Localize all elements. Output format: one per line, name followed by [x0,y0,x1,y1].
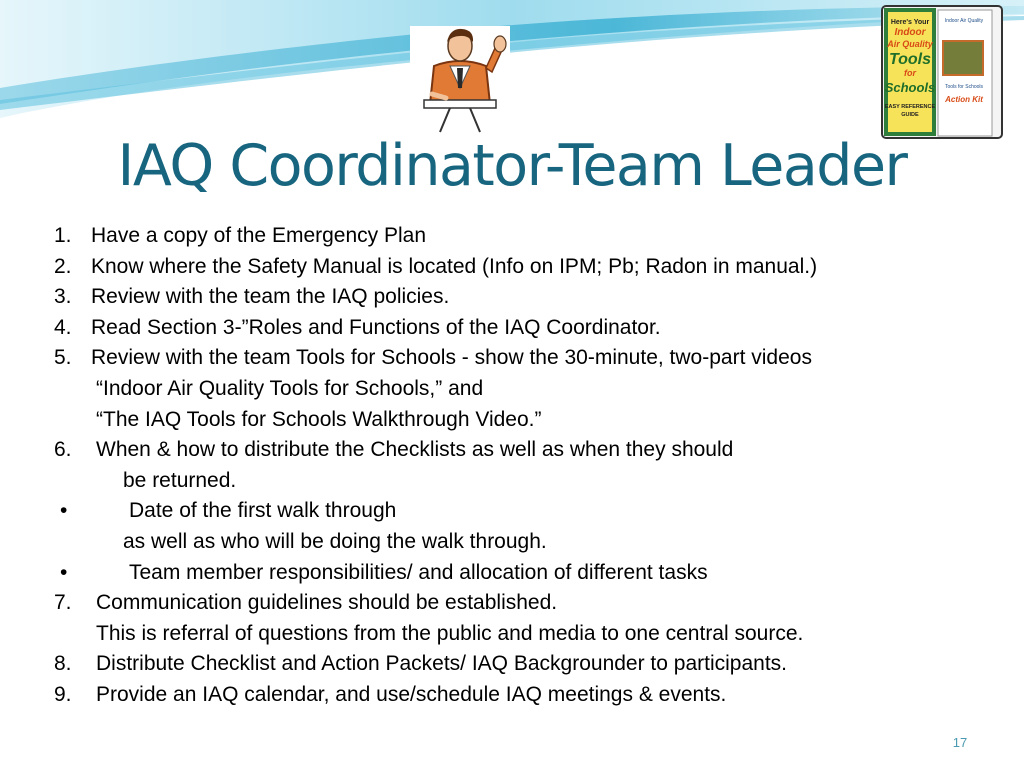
list-item [54,619,1014,650]
item-marker: 7. [54,591,72,615]
spine-line-3: Action Kit [945,95,983,104]
list-item [54,405,1014,436]
item-marker: 2. [54,254,72,278]
book-line-3: Air Quality [887,39,933,49]
item-text: Communication guidelines should be established. [96,591,558,615]
spine-line-2: Tools for Schools [944,84,984,90]
item-marker: 3. [54,285,72,309]
list-item [54,527,1014,558]
list-item [54,558,1014,589]
list-item [54,282,1014,313]
list-item [54,680,1014,711]
item-marker: 6. [54,438,72,462]
item-text: Review with the team the IAQ policies. [91,285,450,309]
bullet-marker: • [60,560,68,584]
list-item [54,496,1014,527]
body-list [54,221,1014,711]
book-line-7: EASY REFERENCE [884,104,936,110]
list-item [54,588,1014,619]
book-line-2: Indoor [894,27,926,38]
list-item [54,466,1014,497]
item-text: Review with the team Tools for Schools - show the 30-minute, two-part videos [91,346,812,370]
spine-line-1: Indoor Air Quality [944,18,984,24]
book-line-8: GUIDE [901,112,919,118]
item-text: Team member responsibilities/ and allocation of different tasks [129,560,708,584]
item-text: Read Section 3-”Roles and Functions of the IAQ Coordinator. [91,315,661,339]
slide-number: 17 [952,735,968,750]
book-line-1: Here's Your [890,19,930,26]
item-marker: 8. [54,652,72,676]
list-item [54,221,1014,252]
item-marker: 4. [54,315,72,339]
list-item [54,313,1014,344]
item-text: Provide an IAQ calendar, and use/schedule IAQ meetings & events. [96,682,727,706]
item-text: Have a copy of the Emergency Plan [91,224,427,247]
item-text: Date of the first walk through [129,499,397,523]
slide-title: IAQ Coordinator-Team Leader [117,133,907,199]
book-line-5: for [904,68,916,78]
book-line-6: Schools [884,80,936,95]
item-text: be returned. [123,468,237,492]
item-text: “The IAQ Tools for Schools Walkthrough Video.” [96,407,542,431]
list-item [54,435,1014,466]
item-marker: 9. [54,682,72,706]
item-text: When & how to distribute the Checklists as well as when they should [96,438,734,462]
item-text: Distribute Checklist and Action Packets/ IAQ Backgrounder to participants. [96,652,788,676]
book-line-4: Tools [888,51,932,68]
bullet-marker: • [60,499,68,523]
item-text: as well as who will be doing the walk through. [123,529,547,553]
presenter-clipart-image [410,26,510,134]
item-marker: 1. [54,224,72,247]
item-text: Know where the Safety Manual is located (Info on IPM; Pb; Radon in manual.) [91,254,818,278]
list-item [54,252,1014,283]
tools-for-schools-kit-image [876,2,1006,142]
list-item [54,649,1014,680]
list-item [54,374,1014,405]
list-item [54,343,1014,374]
item-marker: 5. [54,346,72,370]
item-text: This is referral of questions from the public and media to one central source. [96,621,804,645]
item-text: “Indoor Air Quality Tools for Schools,” and [96,376,484,400]
